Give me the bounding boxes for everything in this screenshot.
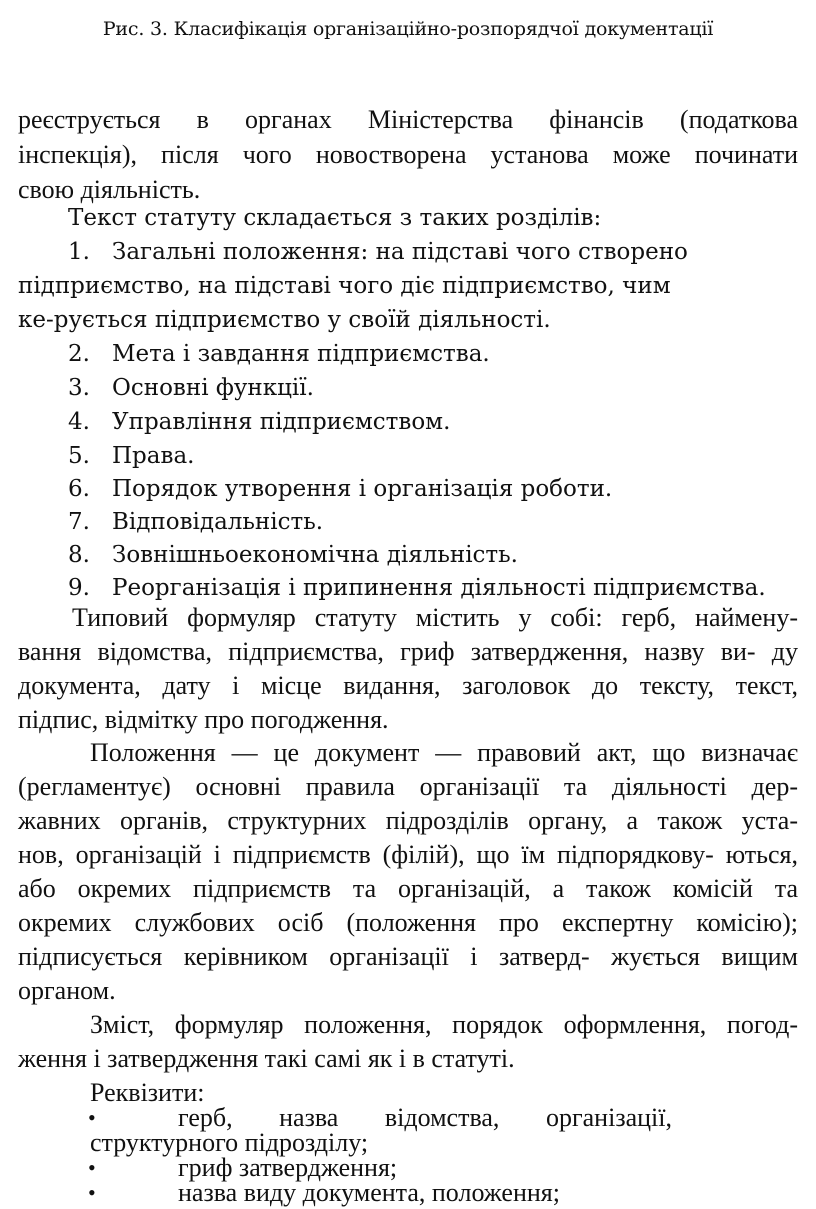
paragraph-2-line-3: документа, дату і місце видання, заголовок до тексту, текст,: [18, 671, 798, 700]
list-item-text: Відповідальність.: [112, 509, 324, 535]
list-item-2: [68, 338, 490, 370]
paragraph-3-line-2: (регламентує) основні правила організації та діяльності дер-: [18, 772, 798, 801]
list-item-7: [68, 506, 323, 538]
paragraph-2-line-2: вання відомства, підприємства, гриф затвердження, назву ви- ду: [18, 637, 798, 666]
paragraph-4-line-1: Зміст, формуляр положення, порядок оформлення, погод-: [90, 1010, 798, 1039]
paragraph-2-line-1: Типовий формуляр статуту містить у собі: герб, наймену-: [72, 603, 798, 632]
bullet-icon: •: [88, 1155, 96, 1180]
figure-caption: Рис. 3. Класифікація організаційно-розпорядчої документації: [102, 18, 714, 40]
paragraph-1-line-3: свою діяльність.: [18, 175, 201, 204]
list-item-6: [68, 473, 612, 505]
bullet-icon: •: [88, 1180, 96, 1205]
list-item-text: Загальні положення: на підставі чого створено: [112, 239, 688, 265]
list-item-1-line-2: підприємство, на підставі чого діє підприємство, чим: [18, 273, 671, 299]
list-item-4: [68, 406, 450, 438]
list-item-number: 8.: [68, 542, 90, 568]
list-item-text: Управління підприємством.: [112, 409, 451, 435]
bullet-item-2: гриф затвердження;: [178, 1153, 398, 1182]
paragraph-3-line-8: органом.: [18, 976, 116, 1005]
paragraph-3-line-1: Положення — це документ — правовий акт, що визначає: [90, 738, 798, 767]
bullet-icon: •: [88, 1105, 96, 1130]
list-item-number: 5.: [68, 443, 90, 469]
bullet-item-3: назва виду документа, положення;: [178, 1178, 560, 1207]
list-item-number: 7.: [68, 509, 90, 535]
paragraph-3-line-4: нов, організацій і підприємств (філій), що їм підпорядкову- ються,: [18, 840, 798, 869]
list-item-number: 3.: [68, 375, 90, 401]
list-item-5: [68, 440, 194, 472]
paragraph-4-line-2: ження і затвердження такі самі як і в статуті.: [18, 1044, 515, 1073]
list-item-9: [68, 572, 766, 604]
bullet-item-1-continuation: структурного підрозділу;: [90, 1128, 369, 1157]
list-item-text: Реорганізація і припинення діяльності підприємства.: [112, 575, 766, 601]
paragraph-2-line-4: підпис, відмітку про погодження.: [18, 705, 389, 734]
list-item-text: Порядок утворення і організація роботи.: [112, 476, 613, 502]
sections-intro: Текст статуту складається з таких розділів:: [68, 205, 602, 231]
paragraph-3-line-6: окремих службових осіб (положення про експертну комісію);: [18, 908, 798, 937]
paragraph-3-line-7: підписується керівником організації і затверд- жується вищим: [18, 942, 798, 971]
list-item-number: 4.: [68, 409, 90, 435]
list-item-1-line-3: ке-рується підприємство у своїй діяльності.: [18, 307, 551, 333]
list-item-number: 6.: [68, 476, 90, 502]
paragraph-3-line-3: жавних органів, структурних підрозділів органу, а також уста-: [18, 806, 798, 835]
paragraph-1-line-1: реєструється в органах Міністерства фінансів (податкова: [18, 105, 798, 134]
paragraph-3-line-5: або окремих підприємств та організацій, а також комісій та: [18, 874, 798, 903]
list-item-text: Зовнішньоекономічна діяльність.: [112, 542, 518, 568]
list-item-text: Мета і завдання підприємства.: [112, 341, 490, 367]
paragraph-1-line-2: інспекція), після чого новостворена установа може починати: [18, 140, 798, 169]
list-item-text: Основні функції.: [112, 375, 314, 401]
list-item-3: [68, 372, 314, 404]
bullet-item-1: герб, назва відомства, організації,: [178, 1103, 672, 1132]
list-item-1: [68, 236, 688, 268]
list-item-number: 1.: [68, 239, 90, 265]
list-item-number: 9.: [68, 575, 90, 601]
requisites-label: Реквізити:: [90, 1078, 205, 1107]
list-item-number: 2.: [68, 341, 90, 367]
list-item-8: [68, 539, 518, 571]
list-item-text: Права.: [112, 443, 195, 469]
